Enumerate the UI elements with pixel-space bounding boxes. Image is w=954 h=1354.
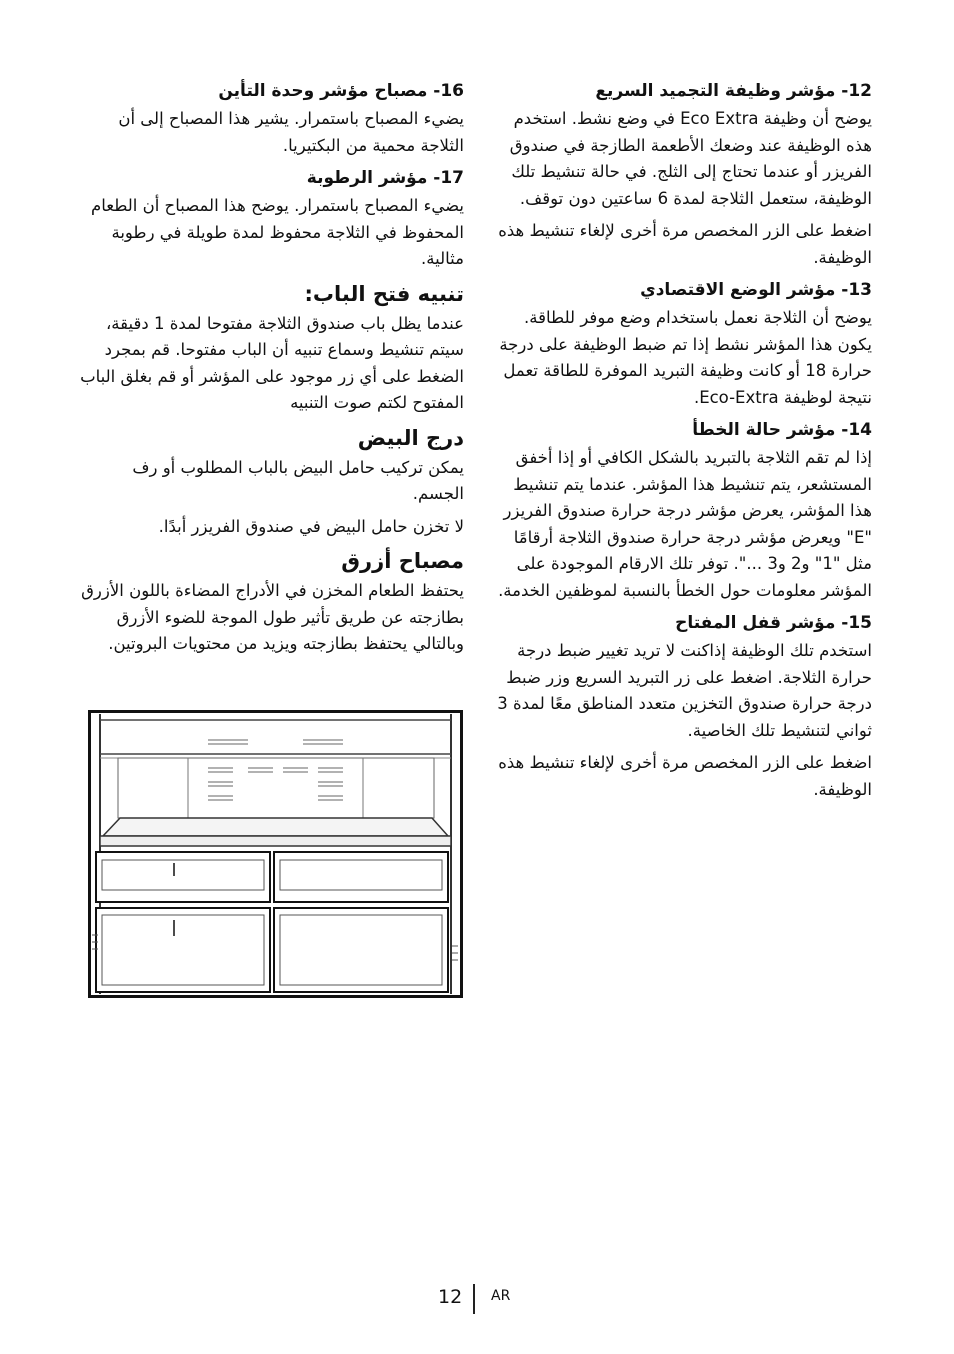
section-paragraph: يحتفظ الطعام المخزن في الأدراج المضاءة باللون الأزرق بطازجته عن طريق تأثير طول الموجة للضوء الأزرق وبالتالي يحتفظ بطازجته ويزيد من محتويات البروتين. — [81, 581, 464, 653]
section-paragraph: اضغط على الزر المخصص مرة أخرى لإلغاء تنشيط هذه الوظيفة. — [498, 221, 872, 267]
section-paragraph: يمكن تركيب حامل البيض بالباب المطلوب أو رف الجسم. — [132, 457, 464, 503]
footer-separator — [473, 1284, 475, 1314]
section-key-lock-indicator — [490, 610, 872, 803]
page-footer — [0, 1284, 954, 1314]
section-paragraph: يضيء المصباح باستمرار. يوضح هذا المصباح أن الطعام المحفوظ في الثلاجة محفوظ لمدة طويلة في رطوبة مثالية. — [91, 196, 464, 268]
section-heading: مصباح أزرق — [341, 549, 464, 573]
section-heading: 16- مصباح مؤشر وحدة التأين — [218, 81, 464, 101]
left-column — [80, 78, 464, 664]
section-heading: تنبيه فتح الباب: — [304, 281, 464, 306]
right-column — [490, 78, 872, 809]
section-egg-tray — [80, 423, 464, 541]
section-heading: 15- مؤشر قفل المفتاح — [675, 613, 872, 633]
language-code: AR — [491, 1288, 511, 1304]
page-number: 12 — [438, 1286, 463, 1308]
section-error-indicator — [490, 417, 872, 604]
section-heading: 17- مؤشر الرطوبة — [306, 168, 464, 188]
section-heading: 13- مؤشر الوضع الاقتصادي — [640, 280, 872, 300]
section-paragraph: لا تخزن حامل البيض في صندوق الفريزر أبدًا. — [158, 516, 464, 536]
section-ionizer-lamp — [80, 78, 464, 159]
section-paragraph: يوضح أن الثلاجة نعمل باستخدام وضع موفر للطاقة. يكون هذا المؤشر نشط إذا تم ضبط الوظيفة على درجة حرارة 18 أو كانت وظيفة التبريد الموفرة للطاقة تعمل نتيجة لوظيفة Eco-Extra. — [499, 308, 872, 407]
refrigerator-drawers-illustration — [88, 710, 463, 998]
section-door-open-warning — [80, 279, 464, 417]
section-eco-extra-indicator — [490, 78, 872, 271]
section-paragraph: يوضح أن وظيفة Eco Extra في وضع نشط. استخدم هذه الوظيفة عند وضعك الأطعمة الطازجة في صندوق الفريزر أو عندما تحتاج إلى الثلج. في حالة تنشيط تلك الوظيفة، ستعمل الثلاجة لمدة 6 ساعتين دون توقف. — [509, 109, 872, 208]
section-blue-light — [80, 546, 464, 658]
section-paragraph: إذا لم تقم الثلاجة بالتبريد بالشكل الكافي أو إذا أخفق المستشعر، يتم تنشيط هذا المؤشر. عندما يتم تنشيط هذا المؤشر، يعرض مؤشر درجة حرارة صندوق الفريزر "E" ويعرض مؤشر درجة حرارة صندوق الثلاجة أرقامًا مثل "1" و2 و3 ...". توفر تلك الارقام الموجودة على المؤشر معلومات حول الخطأ بالنسبة لموظفين الخدمة. — [498, 448, 872, 600]
section-paragraph: استخدم تلك الوظيفة إذاكنت لا تريد تغيير ضبط درجة حرارة الثلاجة. اضغط على زر التبريد السريع وزر ضبط درجة حرارة صندوق التخزين متعدد المناطق معًا لمدة 3 ثواني لتنشيط تلك الخاصية. — [497, 641, 872, 740]
section-paragraph: عندما يظل باب صندوق الثلاجة مفتوحا لمدة 1 دقيقة، سيتم تنشيط وسماع تنبيه أن الباب مفتوحا. قم بمجرد الضغط على أي زر موجود على المؤشر أو قم بغلق الباب المفتوح لكتم صوت التنبيه — [80, 313, 464, 412]
section-humidity-indicator — [80, 165, 464, 273]
section-paragraph: يضيء المصباح باستمرار. يشير هذا المصباح إلى أن الثلاجة محمية من البكتيريا. — [118, 109, 464, 155]
section-paragraph: اضغط على الزر المخصص مرة أخرى لإلغاء تنشيط هذه الوظيفة. — [498, 753, 872, 799]
section-heading: درج البيض — [357, 425, 464, 450]
section-economy-mode-indicator — [490, 277, 872, 411]
section-heading: 14- مؤشر حالة الخطأ — [692, 420, 872, 440]
section-heading: 12- مؤشر وظيفة التجميد السريع — [595, 81, 872, 101]
